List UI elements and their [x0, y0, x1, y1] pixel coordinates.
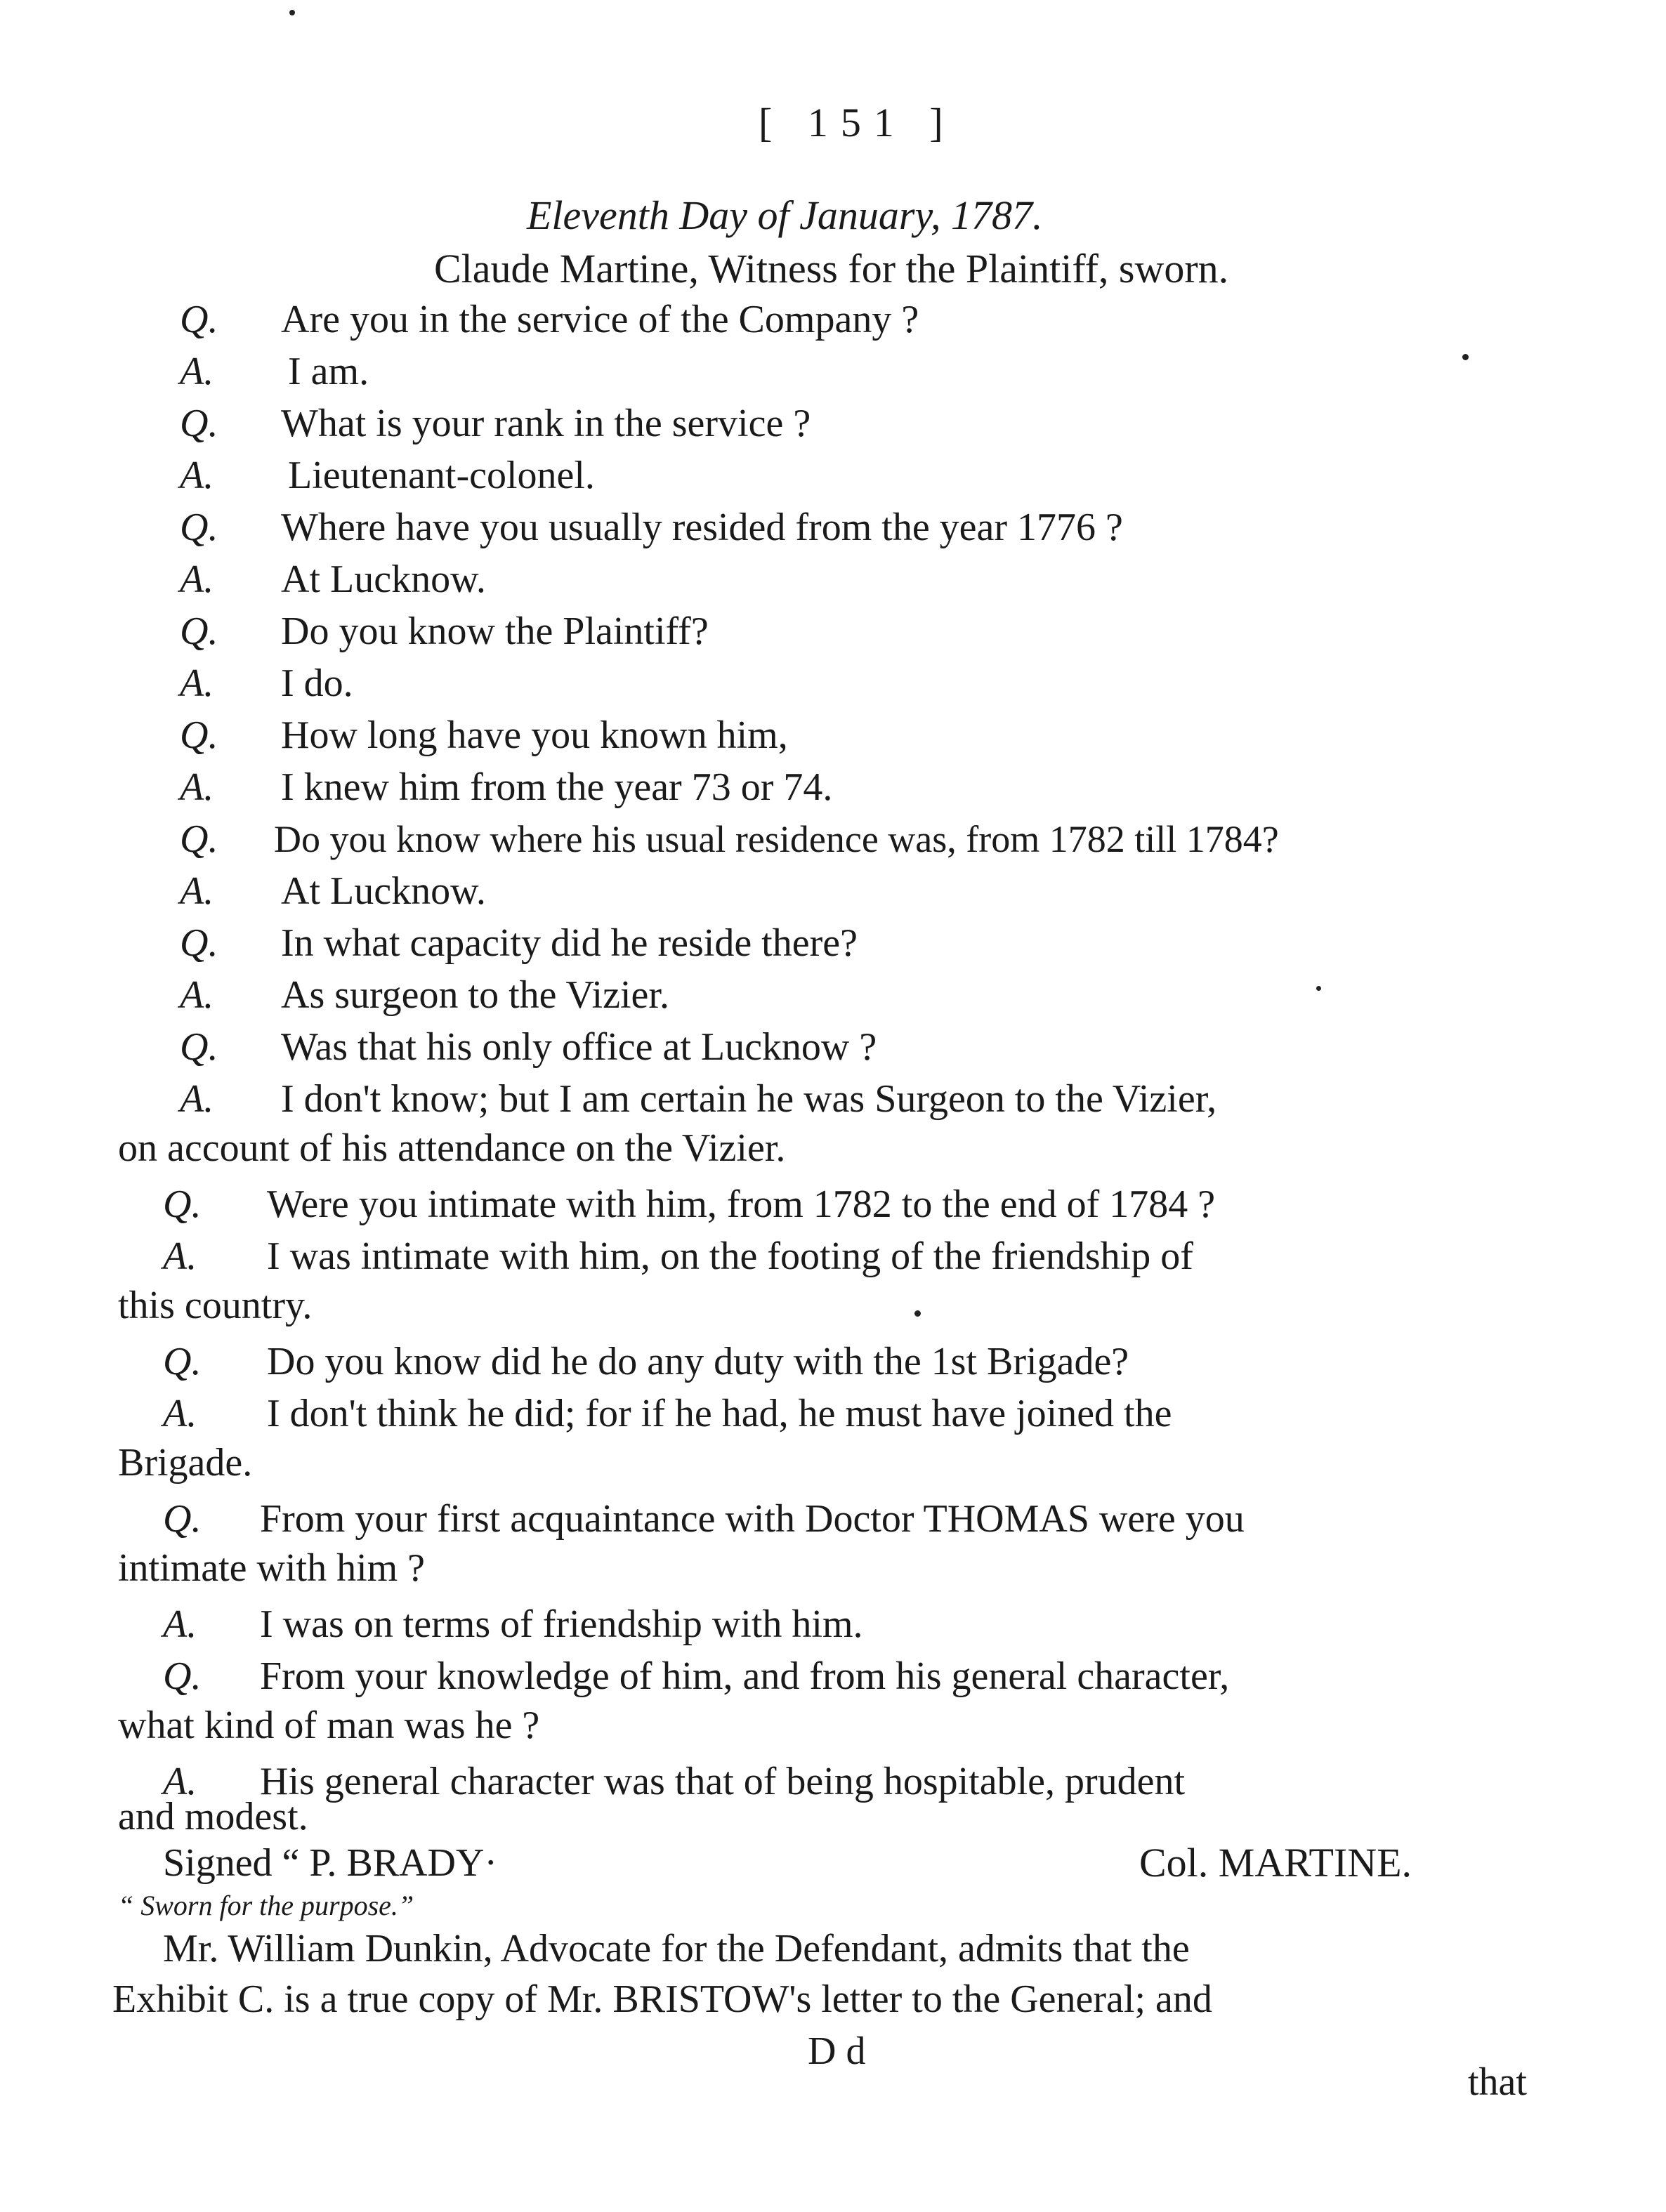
qa-label: A. — [163, 1760, 197, 1803]
qa-text: Do you know where his usual residence was, from 1782 till 1784? — [274, 818, 1279, 860]
qa-text: I am. — [288, 350, 369, 393]
heading-date: Eleventh Day of January, 1787. — [527, 192, 1043, 238]
signature-mark: D d — [808, 2029, 866, 2073]
qa-label: Q. — [180, 1025, 218, 1069]
signature-left: Signed “ P. BRADY· — [163, 1841, 498, 1885]
qa-label: A. — [163, 1602, 197, 1646]
qa-label: Q. — [180, 610, 218, 653]
qa-continuation: intimate with him ? — [118, 1546, 426, 1590]
qa-label: A. — [180, 661, 214, 705]
qa-text: Do you know the Plaintiff? — [281, 610, 709, 653]
qa-label: Q. — [180, 506, 218, 549]
qa-text: In what capacity did he reside there? — [281, 921, 858, 965]
qa-text: How long have you known him, — [281, 713, 788, 757]
qa-continuation: on account of his attendance on the Vizier. — [118, 1126, 786, 1170]
qa-continuation: this country. — [118, 1284, 313, 1327]
sworn-note: “ Sworn for the purpose.” — [118, 1890, 414, 1921]
qa-label: A. — [180, 869, 214, 913]
qa-continuation: Brigade. — [118, 1441, 253, 1484]
qa-label: A. — [180, 1077, 214, 1121]
page-number: [ 151 ] — [759, 100, 956, 145]
scan-speck — [914, 1310, 921, 1317]
qa-text: At Lucknow. — [281, 558, 486, 601]
qa-label: A. — [180, 765, 214, 809]
qa-text: I was on terms of friendship with him. — [260, 1602, 863, 1646]
scan-speck — [289, 10, 295, 15]
qa-text: Was that his only office at Lucknow ? — [281, 1025, 877, 1069]
qa-label: Q. — [163, 1183, 202, 1226]
qa-text: I was intimate with him, on the footing of the friendship of — [267, 1235, 1193, 1278]
qa-text: Do you know did he do any duty with the 1st Brigade? — [267, 1340, 1129, 1383]
qa-text: His general character was that of being hospitable, prudent — [260, 1760, 1186, 1803]
qa-text: I knew him from the year 73 or 74. — [281, 765, 833, 809]
qa-continuation: what kind of man was he ? — [118, 1704, 540, 1747]
qa-text: I don't think he did; for if he had, he must have joined the — [267, 1392, 1172, 1435]
closing-line-2: Exhibit C. is a true copy of Mr. BRISTOW's letter to the General; and — [112, 1977, 1212, 2021]
qa-label: A. — [163, 1392, 197, 1435]
qa-text: Are you in the service of the Company ? — [281, 298, 919, 341]
signature-right: Col. MARTINE. — [1139, 1840, 1412, 1885]
qa-label: A. — [180, 350, 214, 393]
qa-label: Q. — [163, 1497, 202, 1541]
qa-label: Q. — [180, 817, 218, 861]
qa-label: Q. — [163, 1654, 202, 1698]
qa-label: A. — [180, 558, 214, 601]
heading-witness: Claude Martine, Witness for the Plaintiff, sworn. — [434, 246, 1229, 291]
catchword: that — [1468, 2060, 1527, 2104]
qa-text: At Lucknow. — [281, 869, 486, 913]
qa-text: Lieutenant-colonel. — [288, 454, 595, 497]
qa-label: Q. — [180, 921, 218, 965]
qa-label: Q. — [163, 1340, 202, 1383]
closing-line-1: Mr. William Dunkin, Advocate for the Defendant, admits that the — [163, 1927, 1190, 1970]
qa-text: As surgeon to the Vizier. — [281, 973, 669, 1017]
qa-label: Q. — [180, 402, 218, 445]
qa-text: What is your rank in the service ? — [281, 402, 811, 445]
qa-text: I don't know; but I am certain he was Surgeon to the Vizier, — [281, 1077, 1217, 1121]
qa-text: Where have you usually resided from the year 1776 ? — [281, 506, 1123, 549]
qa-text: From your first acquaintance with Doctor THOMAS were you — [260, 1497, 1245, 1541]
qa-label: A. — [180, 454, 214, 497]
scan-speck — [1462, 354, 1469, 360]
qa-label: A. — [180, 973, 214, 1017]
qa-label: Q. — [180, 298, 218, 341]
scan-speck — [1316, 986, 1321, 991]
qa-text: I do. — [281, 661, 353, 705]
qa-label: Q. — [180, 713, 218, 757]
qa-continuation: and modest. — [118, 1795, 308, 1838]
qa-label: A. — [163, 1235, 197, 1278]
qa-text: Were you intimate with him, from 1782 to the end of 1784 ? — [267, 1183, 1216, 1226]
qa-text: From your knowledge of him, and from his general character, — [260, 1654, 1230, 1698]
